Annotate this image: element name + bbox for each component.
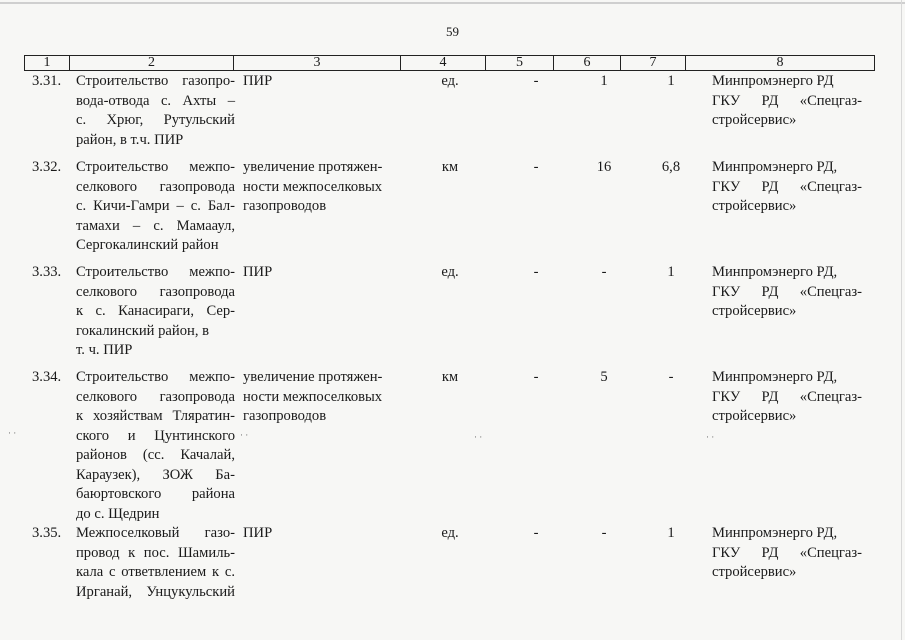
scan-speck: · · <box>706 432 715 442</box>
item-col-6: 16 <box>596 159 612 175</box>
item-name-line: т. ч. ПИР <box>76 342 133 358</box>
header-col-1: 1 <box>25 56 70 71</box>
item-col-6: - <box>601 264 607 280</box>
item-executor <box>712 158 862 217</box>
item-executor-line: стройсервис» <box>712 564 797 580</box>
item-name-line: вода-отвода с. Ахты – <box>76 92 235 109</box>
item-name-line: к хозяйствам Тляратин- <box>76 408 235 424</box>
item-number: 3.33. <box>32 264 62 280</box>
item-executor-line: ГКУ РД «Спецгаз- <box>712 178 862 195</box>
item-col-6: 5 <box>600 369 608 385</box>
item-name-line: к с. Канасираги, Сер- <box>76 303 235 319</box>
scan-speck: · · <box>474 432 483 442</box>
item-number: 3.35. <box>32 525 62 541</box>
item-name <box>76 524 235 602</box>
item-executor <box>712 524 862 583</box>
item-executor-line: Минпромэнерго РД, <box>712 369 838 385</box>
item-executor <box>712 263 862 322</box>
item-executor-line: ГКУ РД «Спецгаз- <box>712 92 862 109</box>
item-executor-line: ГКУ РД «Спецгаз- <box>712 283 862 300</box>
header-col-2: 2 <box>70 56 234 71</box>
item-name <box>76 263 235 361</box>
item-executor-line: ГКУ РД «Спецгаз- <box>712 388 862 405</box>
item-col-5: - <box>533 525 539 541</box>
scan-right-edge <box>901 0 902 640</box>
item-name-line: Строительство межпо- <box>76 369 235 385</box>
item-name-line: район, в т.ч. ПИР <box>76 131 184 148</box>
item-indicator-line: ПИР <box>243 73 273 89</box>
item-executor-line: Минпромэнерго РД, <box>712 159 838 175</box>
scan-speck: · · <box>240 430 249 440</box>
item-col-7: 6,8 <box>661 159 681 175</box>
item-indicator-line: ПИР <box>243 525 273 541</box>
item-col-6: - <box>601 525 607 541</box>
item-name-line: Караузек), ЗОЖ Ба- <box>76 466 235 483</box>
item-name-line: районов (сс. Качалай, <box>76 447 235 463</box>
header-col-6: 6 <box>554 56 621 71</box>
item-unit: ед. <box>441 525 459 541</box>
item-name-line: с. Кичи-Гамри – с. Бал- <box>76 198 235 214</box>
item-name-line: тамахи – с. Мамааул, <box>76 217 235 234</box>
item-indicator-line: увеличение протяжен- <box>243 369 383 385</box>
item-indicator <box>243 524 398 544</box>
item-name-line: до с. Щедрин <box>76 505 160 522</box>
item-indicator <box>243 368 398 427</box>
item-name-line: провод к пос. Шамиль- <box>76 544 235 561</box>
item-name-line: Строительство межпо- <box>76 159 235 175</box>
item-executor-line: стройсервис» <box>712 303 797 319</box>
item-col-7: 1 <box>667 73 675 89</box>
item-executor-line: Минпромэнерго РД, <box>712 264 838 280</box>
item-indicator-line: ности межпоселковых <box>243 388 383 405</box>
item-unit: км <box>441 159 459 175</box>
header-col-4: 4 <box>401 56 486 71</box>
header-col-8: 8 <box>686 56 875 71</box>
item-number: 3.31. <box>32 73 62 89</box>
item-col-5: - <box>533 264 539 280</box>
item-indicator-line: ПИР <box>243 264 273 280</box>
page-number: 59 <box>446 24 459 39</box>
table-header <box>24 55 875 71</box>
item-name <box>76 72 235 150</box>
item-name-line: гокалинский район, в <box>76 322 210 339</box>
item-number: 3.32. <box>32 159 62 175</box>
item-indicator-line: газопроводов <box>243 408 327 424</box>
item-col-7: - <box>668 369 674 385</box>
item-name <box>76 158 235 256</box>
item-name-line: селкового газопровода <box>76 283 235 300</box>
item-executor-line: Минпромэнерго РД, <box>712 525 838 541</box>
scan-speck: · · <box>8 428 17 438</box>
item-name-line: селкового газопровода <box>76 388 235 405</box>
item-name-line: ского и Цунтинского <box>76 427 235 444</box>
item-indicator-line: увеличение протяжен- <box>243 159 383 175</box>
item-indicator <box>243 263 398 283</box>
item-name-line: Строительство газопро- <box>76 73 235 89</box>
item-name-line: кала с ответвлением к с. <box>76 564 235 580</box>
item-name <box>76 368 235 524</box>
item-name-line: баюртовского района <box>76 486 235 502</box>
item-executor-line: стройсервис» <box>712 112 797 128</box>
scan-top-edge <box>0 2 905 4</box>
item-col-5: - <box>533 159 539 175</box>
item-col-7: 1 <box>667 264 675 280</box>
item-indicator <box>243 158 398 217</box>
item-executor-line: стройсервис» <box>712 408 797 424</box>
item-col-5: - <box>533 73 539 89</box>
item-name-line: селкового газопровода <box>76 178 235 195</box>
item-executor <box>712 72 862 131</box>
header-row <box>25 56 875 71</box>
item-name-line: Строительство межпо- <box>76 264 235 280</box>
item-name-line: Межпоселковый газо- <box>76 525 235 541</box>
item-indicator <box>243 72 398 92</box>
item-indicator-line: газопроводов <box>243 198 327 214</box>
header-col-3: 3 <box>234 56 401 71</box>
item-unit: ед. <box>441 73 459 89</box>
item-col-7: 1 <box>667 525 675 541</box>
item-name-line: с. Хрюг, Рутульский <box>76 112 235 128</box>
item-unit: ед. <box>441 264 459 280</box>
header-col-5: 5 <box>486 56 554 71</box>
header-col-7: 7 <box>621 56 686 71</box>
item-indicator-line: ности межпоселковых <box>243 178 383 195</box>
item-executor-line: ГКУ РД «Спецгаз- <box>712 544 862 561</box>
item-executor-line: Минпромэнерго РД <box>712 73 834 89</box>
item-executor <box>712 368 862 427</box>
item-unit: км <box>441 369 459 385</box>
item-number: 3.34. <box>32 369 62 385</box>
item-col-6: 1 <box>600 73 608 89</box>
item-col-5: - <box>533 369 539 385</box>
item-name-line: Сергокалинский район <box>76 237 219 253</box>
item-name-line: Ирганай, Унцукульский <box>76 583 235 600</box>
item-executor-line: стройсервис» <box>712 198 797 214</box>
